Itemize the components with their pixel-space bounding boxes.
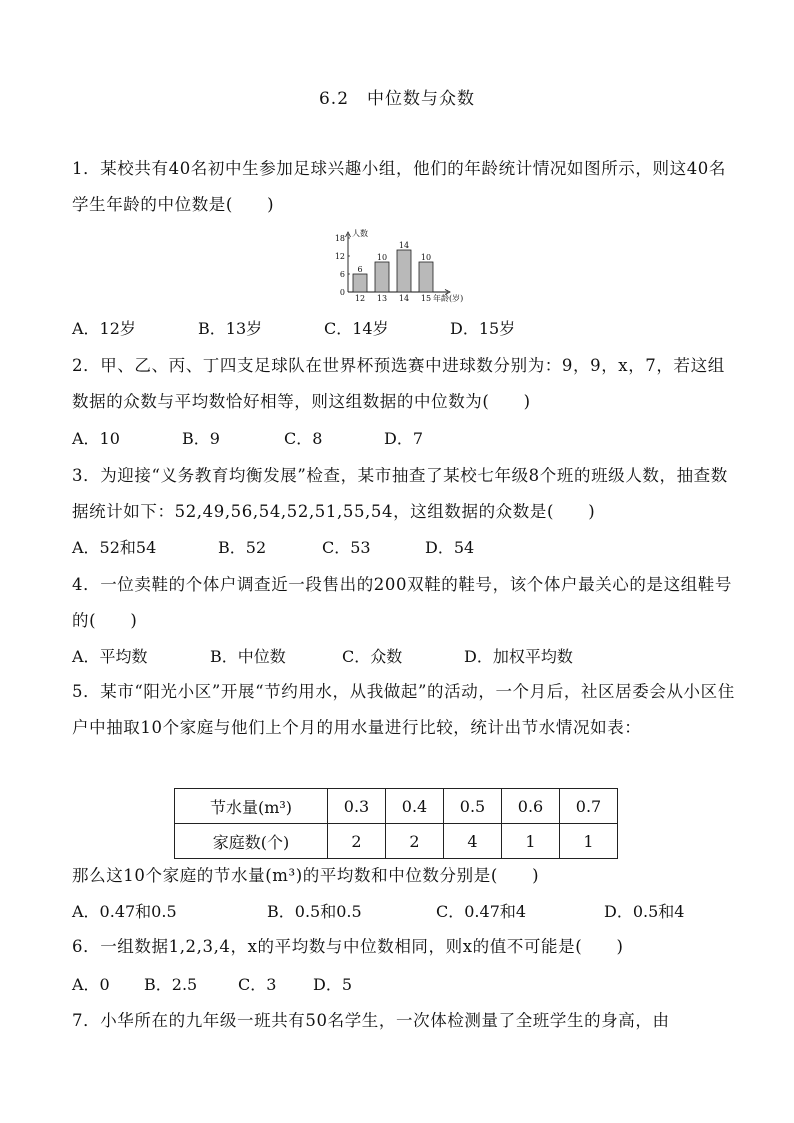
question-5-options: [72, 899, 736, 929]
question-4-stem: 4．一位卖鞋的个体户调查近一段售出的200双鞋的鞋号，该个体户最关心的是这组鞋号的( ): [72, 575, 732, 630]
y-tick-label: 6: [339, 270, 345, 279]
q2-option-d[interactable]: D．7: [384, 429, 424, 448]
bar-value-label: 6: [357, 265, 363, 274]
q3-option-c[interactable]: C．53: [322, 538, 371, 557]
bar: [353, 274, 367, 292]
table-cell: 节水量(m³): [175, 789, 328, 824]
q3-option-a[interactable]: A．52和54: [72, 538, 157, 557]
table-cell: 2: [386, 824, 444, 859]
q5-option-b[interactable]: B．0.5和0.5: [267, 902, 362, 921]
question-1-options: [72, 316, 736, 346]
table-cell: 家庭数(个): [175, 824, 328, 859]
question-6-options: [72, 972, 736, 1002]
table-cell: 1: [560, 824, 618, 859]
table-row: [175, 789, 618, 824]
y-tick-label: 0: [339, 288, 345, 297]
bar: [419, 262, 433, 292]
table-cell: 0.5: [444, 789, 502, 824]
y-axis-label: 人数: [352, 229, 368, 238]
q4-option-b[interactable]: B．中位数: [210, 647, 286, 666]
table-cell: 0.3: [328, 789, 386, 824]
x-tick-label: 14: [398, 294, 410, 303]
q1-option-a[interactable]: A．12岁: [72, 319, 136, 338]
x-tick-label: 13: [376, 294, 388, 303]
table-cell: 1: [502, 824, 560, 859]
q6-option-d[interactable]: D．5: [313, 975, 353, 994]
q6-option-c[interactable]: C．3: [238, 975, 277, 994]
bar: [375, 262, 389, 292]
table-cell: 4: [444, 824, 502, 859]
question-5-stem: 5．某市“阳光小区”开展“节约用水，从我做起”的活动，一个月后，社区居委会从小区住户中抽取10个家庭与他们上个月的用水量进行比较，统计出节水情况如表：: [72, 682, 735, 737]
water-saving-table: [174, 788, 618, 859]
q5-option-a[interactable]: A．0.47和0.5: [72, 902, 177, 921]
question-4-options: [72, 644, 736, 674]
y-tick-label: 12: [334, 252, 345, 261]
x-axis-label: 年龄(岁): [433, 294, 464, 303]
bar-value-label: 10: [420, 253, 432, 262]
q1-option-d[interactable]: D．15岁: [450, 319, 516, 338]
table-row: [175, 824, 618, 859]
age-bar-chart: [326, 228, 476, 304]
q2-option-c[interactable]: C．8: [284, 429, 323, 448]
table-cell: 2: [328, 824, 386, 859]
q3-option-b[interactable]: B．52: [218, 538, 267, 557]
q5-option-d[interactable]: D．0.5和4: [604, 902, 685, 921]
x-tick-label: 12: [354, 294, 366, 303]
q4-option-a[interactable]: A．平均数: [72, 647, 148, 666]
page-title: 6.2 中位数与众数: [318, 89, 476, 109]
question-7-stem: 7．小华所在的九年级一班共有50名学生，一次体检测量了全班学生的身高，由: [72, 1011, 670, 1030]
q1-option-b[interactable]: B．13岁: [198, 319, 263, 338]
bar-value-label: 10: [376, 253, 388, 262]
q2-option-b[interactable]: B．9: [182, 429, 220, 448]
q5-option-c[interactable]: C．0.47和4: [436, 902, 527, 921]
q1-option-c[interactable]: C．14岁: [324, 319, 389, 338]
q3-option-d[interactable]: D．54: [425, 538, 475, 557]
table-cell: 0.6: [502, 789, 560, 824]
bar-value-label: 14: [398, 241, 410, 250]
table-cell: 0.4: [386, 789, 444, 824]
question-3-stem: 3．为迎接“义务教育均衡发展”检查，某市抽查了某校七年级8个班的班级人数，抽查数据统计如下：52,49,56,54,52,51,55,54，这组数据的众数是( ): [72, 466, 728, 521]
q4-option-d[interactable]: D．加权平均数: [464, 647, 573, 666]
bar: [397, 250, 411, 292]
question-2-options: [72, 426, 736, 456]
q2-option-a[interactable]: A．10: [72, 429, 120, 448]
q4-option-c[interactable]: C．众数: [342, 647, 403, 666]
question-6-stem: 6．一组数据1,2,3,4，x的平均数与中位数相同，则x的值不可能是( ): [72, 937, 624, 956]
q6-option-a[interactable]: A．0: [72, 975, 110, 994]
x-tick-label: 15: [420, 294, 432, 303]
q6-option-b[interactable]: B．2.5: [144, 975, 198, 994]
y-tick-label: 18: [334, 234, 345, 243]
question-1-stem: 1．某校共有40名初中生参加足球兴趣小组，他们的年龄统计情况如图所示，则这40名学生年龄的中位数是( ): [72, 159, 726, 214]
question-5-followup: 那么这10个家庭的节水量(m³)的平均数和中位数分别是( ): [72, 866, 540, 885]
question-3-options: [72, 535, 736, 565]
question-2-stem: 2．甲、乙、丙、丁四支足球队在世界杯预选赛中进球数分别为：9，9，x，7，若这组数据的众数与平均数恰好相等，则这组数据的中位数为( ): [72, 356, 725, 411]
table-cell: 0.7: [560, 789, 618, 824]
